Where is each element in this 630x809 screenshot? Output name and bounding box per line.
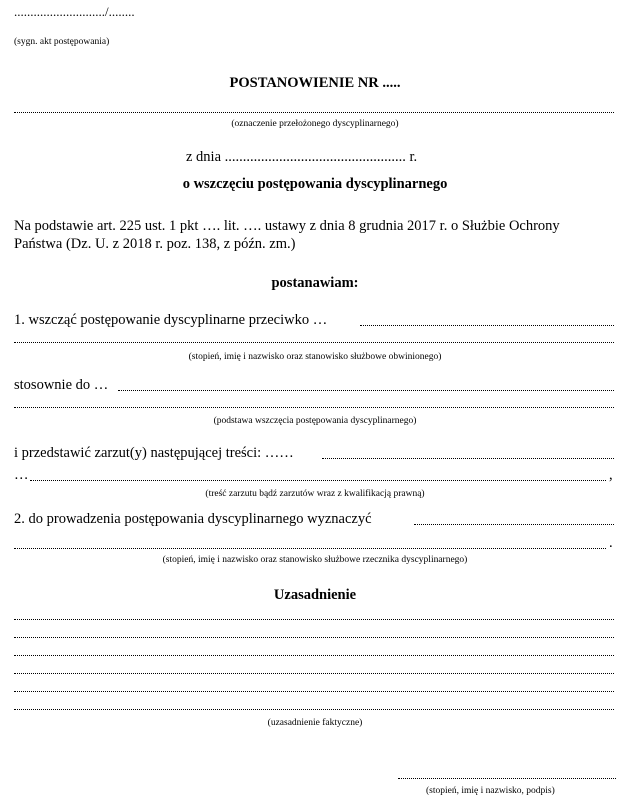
charges-caption: (treść zarzutu bądź zarzutów wraz z kwalifikacją prawną) bbox=[205, 489, 425, 499]
item2-dotted-fill bbox=[414, 524, 614, 525]
legal-basis-line-2: Państwa (Dz. U. z 2018 r. poz. 138, z późn. zm.) bbox=[14, 236, 296, 252]
signature-dotted-line bbox=[398, 778, 616, 779]
justification-line bbox=[14, 619, 614, 620]
item1-dotted-fill bbox=[360, 325, 614, 326]
legal-basis-line-1: Na podstawie art. 225 ust. 1 pkt …. lit. …. ustawy z dnia 8 grudnia 2017 r. o Służbie Ochrony bbox=[14, 218, 560, 234]
superior-caption: (oznaczenie przełożonego dyscyplinarnego) bbox=[231, 119, 399, 129]
relevance-label: stosownie do … bbox=[14, 377, 109, 393]
case-number-caption: (sygn. akt postępowania) bbox=[14, 37, 110, 47]
relevance-dotted-line bbox=[14, 407, 614, 408]
justification-line bbox=[14, 637, 614, 638]
item2-line-suffix: . bbox=[609, 535, 613, 551]
item1-label: 1. wszcząć postępowanie dyscyplinarne przeciwko … bbox=[14, 312, 328, 328]
item1-caption: (stopień, imię i nazwisko oraz stanowisko służbowe obwinionego) bbox=[188, 352, 442, 362]
charges-line-suffix: , bbox=[609, 467, 613, 483]
case-number-line: ............................/........ bbox=[14, 4, 135, 19]
decision-heading: postanawiam: bbox=[271, 275, 359, 291]
justification-heading: Uzasadnienie bbox=[273, 587, 357, 603]
document-title: POSTANOWIENIE NR ..... bbox=[229, 75, 401, 91]
justification-line bbox=[14, 691, 614, 692]
justification-caption: (uzasadnienie faktyczne) bbox=[267, 718, 363, 728]
justification-line bbox=[14, 655, 614, 656]
superior-dotted-line bbox=[14, 112, 614, 113]
charges-label: i przedstawić zarzut(y) następującej treści: …… bbox=[14, 445, 294, 461]
item2-dotted-line bbox=[14, 548, 606, 549]
charges-dotted-fill bbox=[322, 458, 614, 459]
justification-line bbox=[14, 709, 614, 710]
subject-heading: o wszczęciu postępowania dyscyplinarnego bbox=[182, 176, 448, 192]
item2-label: 2. do prowadzenia postępowania dyscyplinarnego wyznaczyć bbox=[14, 511, 372, 527]
item2-caption: (stopień, imię i nazwisko oraz stanowisko służbowe rzecznika dyscyplinarnego) bbox=[162, 555, 468, 565]
justification-line bbox=[14, 673, 614, 674]
charges-dotted-line bbox=[30, 480, 606, 481]
charges-line-prefix: … bbox=[14, 467, 29, 483]
item1-dotted-line bbox=[14, 342, 614, 343]
signature-caption: (stopień, imię i nazwisko, podpis) bbox=[426, 786, 555, 796]
relevance-caption: (podstawa wszczęcia postępowania dyscyplinarnego) bbox=[213, 416, 417, 426]
date-line: z dnia .................................................. r. bbox=[186, 149, 418, 165]
relevance-dotted-fill bbox=[118, 390, 614, 391]
